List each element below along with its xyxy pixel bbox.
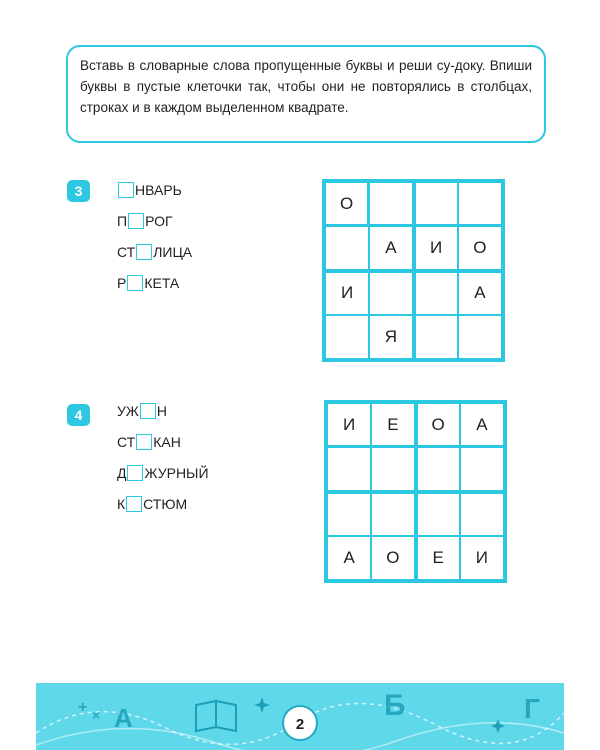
letter-decoration-a: А xyxy=(114,703,133,733)
plus-decoration: + xyxy=(78,699,88,716)
word-item: УЖ Н xyxy=(117,402,167,419)
letter-blank[interactable] xyxy=(127,275,143,291)
letter-blank[interactable] xyxy=(126,496,142,512)
word-list-3 xyxy=(117,174,192,298)
letter-blank[interactable] xyxy=(127,465,143,481)
word-item: СТ КАН xyxy=(117,433,181,450)
task-number-3: 3 xyxy=(67,180,90,202)
sudoku-cell[interactable]: О xyxy=(325,182,369,226)
sudoku-cell[interactable]: И xyxy=(325,271,369,315)
sudoku-cell[interactable] xyxy=(325,226,369,270)
sudoku-cell[interactable]: А xyxy=(327,536,371,580)
sudoku-cell[interactable]: А xyxy=(369,226,413,270)
word-item: К СТЮМ xyxy=(117,495,188,512)
times-decoration: × xyxy=(92,707,101,723)
sudoku-cell[interactable] xyxy=(416,447,460,491)
letter-decoration-b: Б xyxy=(384,689,406,722)
task-number-4: 4 xyxy=(67,404,90,426)
word-list-4 xyxy=(117,395,209,519)
sudoku-grid-4 xyxy=(324,400,507,583)
word-item: СТ ЛИЦА xyxy=(117,243,193,260)
sudoku-cell[interactable]: Я xyxy=(369,315,413,359)
letter-blank[interactable] xyxy=(136,244,152,260)
sudoku-cell[interactable] xyxy=(414,315,458,359)
instruction-box xyxy=(66,45,546,143)
sudoku-cell[interactable]: О xyxy=(458,226,502,270)
sudoku-cell[interactable] xyxy=(414,271,458,315)
word-item: НВАРЬ xyxy=(117,174,192,205)
sudoku-cell[interactable]: И xyxy=(460,536,504,580)
sudoku-cell[interactable] xyxy=(327,447,371,491)
sudoku-cell[interactable] xyxy=(460,447,504,491)
sudoku-cell[interactable]: А xyxy=(458,271,502,315)
sudoku-cell[interactable] xyxy=(371,492,415,536)
sudoku-cell[interactable]: И xyxy=(414,226,458,270)
sudoku-cell[interactable]: Е xyxy=(371,403,415,447)
letter-blank[interactable] xyxy=(136,434,152,450)
sudoku-cell[interactable]: О xyxy=(371,536,415,580)
sudoku-cell[interactable] xyxy=(458,182,502,226)
page-number: 2 xyxy=(282,705,318,741)
sudoku-cell[interactable]: О xyxy=(416,403,460,447)
sudoku-cell[interactable]: И xyxy=(327,403,371,447)
star-icon xyxy=(491,719,505,733)
letter-blank[interactable] xyxy=(128,213,144,229)
letter-blank[interactable] xyxy=(140,403,156,419)
sudoku-cell[interactable] xyxy=(325,315,369,359)
sudoku-cell[interactable] xyxy=(369,271,413,315)
sudoku-cell[interactable] xyxy=(369,182,413,226)
sudoku-cell[interactable]: А xyxy=(460,403,504,447)
book-icon xyxy=(196,701,236,731)
letter-decoration-g: Г xyxy=(524,693,540,724)
instruction-text: Вставь в словарные слова пропущенные буквы и реши су-доку. Впиши буквы в пустые клеточки так, чтобы они не повторялись в столбцах, строках и в каждом выделенном квадрате. xyxy=(80,58,532,115)
sudoku-grid-3 xyxy=(322,179,505,362)
word-item: П РОГ xyxy=(117,212,173,229)
sudoku-cell[interactable] xyxy=(416,492,460,536)
sudoku-cell[interactable] xyxy=(414,182,458,226)
sudoku-cell[interactable] xyxy=(460,492,504,536)
sudoku-cell[interactable] xyxy=(371,447,415,491)
word-item: Д ЖУРНЫЙ xyxy=(117,464,209,481)
sudoku-cell[interactable] xyxy=(458,315,502,359)
sudoku-cell[interactable] xyxy=(327,492,371,536)
star-icon xyxy=(254,697,270,713)
word-item: Р КЕТА xyxy=(117,274,180,291)
sudoku-cell[interactable]: Е xyxy=(416,536,460,580)
letter-blank[interactable] xyxy=(118,182,134,198)
